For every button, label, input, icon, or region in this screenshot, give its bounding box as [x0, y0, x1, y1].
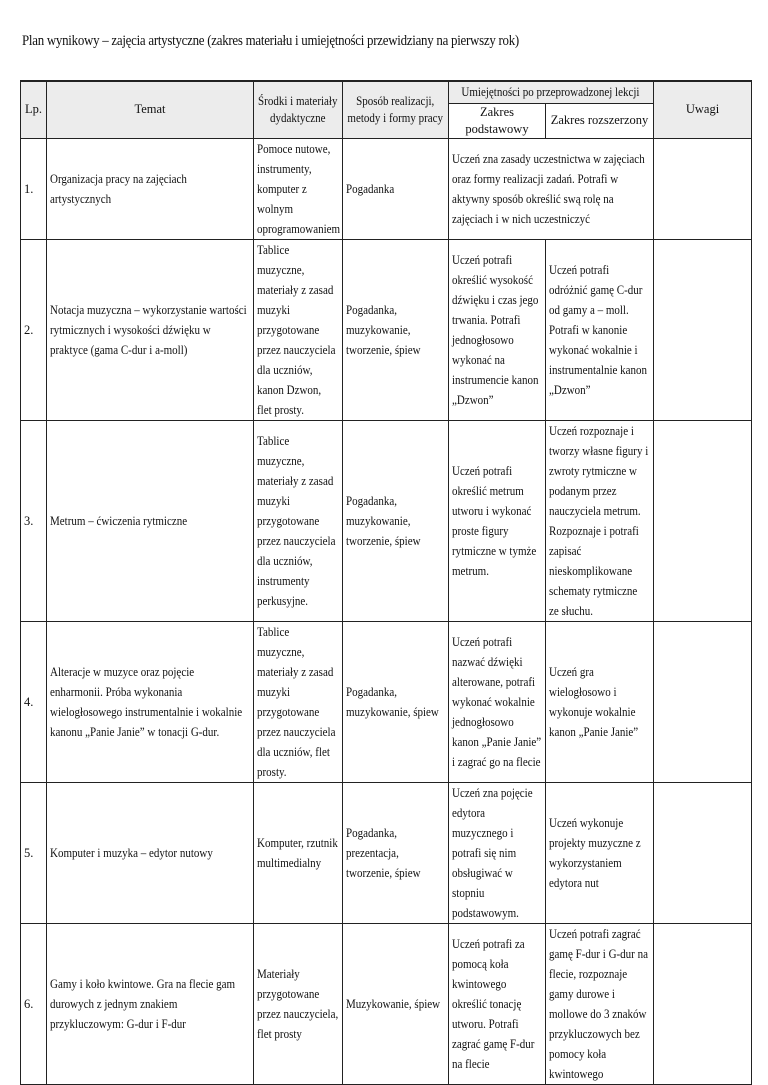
row-lp: 6.	[21, 923, 47, 1084]
row-zakres-rozszerzony: Uczeń potrafi odróżnić gamę C-dur od gamy a – moll. Potrafi w kanonie wykonać wokalnie i instrumentalnie kanon „Dzwon”	[546, 239, 654, 420]
row-zakres-podstawowy: Uczeń zna zasady uczestnictwa w zajęciach oraz formy realizacji zadań. Potrafi w aktywny sposób określić swą rolę na zajęciach i w nich uczestniczyć	[449, 138, 654, 239]
header-uwagi: Uwagi	[654, 81, 752, 138]
row-sposob: Pogadanka, muzykowanie, tworzenie, śpiew	[343, 239, 449, 420]
row-uwagi	[654, 239, 752, 420]
row-sposob: Pogadanka, muzykowanie, śpiew	[343, 621, 449, 782]
row-zakres-rozszerzony: Uczeń rozpoznaje i tworzy własne figury i zwroty rytmiczne w podanym przez nauczyciela metrum. Rozpoznaje i potrafi zapisać nieskomplikowane schematy rytmiczne ze słuchu.	[546, 420, 654, 621]
table-row	[21, 621, 752, 782]
row-zakres-podstawowy: Uczeń potrafi nazwać dźwięki alterowane, potrafi wykonać wokalnie jednogłosowo kanon „Panie Janie” i zagrać go na flecie	[449, 621, 546, 782]
row-lp: 1.	[21, 138, 47, 239]
row-temat: Metrum – ćwiczenia rytmiczne	[47, 420, 254, 621]
row-sposob: Pogadanka, muzykowanie, tworzenie, śpiew	[343, 420, 449, 621]
row-srodki: Pomoce nutowe, instrumenty, komputer z wolnym oprogramowaniem	[254, 138, 343, 239]
header-srodki: Środki i materiały dydaktyczne	[254, 81, 343, 138]
table-row	[21, 782, 752, 923]
header-sposob: Sposób realizacji, metody i formy pracy	[343, 81, 449, 138]
row-zakres-rozszerzony: Uczeń wykonuje projekty muzyczne z wykorzystaniem edytora nut	[546, 782, 654, 923]
row-uwagi	[654, 782, 752, 923]
plan-table	[20, 80, 752, 1085]
row-zakres-rozszerzony: Uczeń gra wielogłosowo i wykonuje wokalnie kanon „Panie Janie”	[546, 621, 654, 782]
row-zakres-podstawowy: Uczeń potrafi określić metrum utworu i wykonać proste figury rytmiczne w tymże metrum.	[449, 420, 546, 621]
row-zakres-podstawowy: Uczeń potrafi określić wysokość dźwięku i czas jego trwania. Potrafi jednogłosowo wykonać na instrumencie kanon „Dzwon”	[449, 239, 546, 420]
row-uwagi	[654, 923, 752, 1084]
row-zakres-podstawowy: Uczeń zna pojęcie edytora muzycznego i potrafi się nim obsługiwać w stopniu podstawowym.	[449, 782, 546, 923]
table-row	[21, 138, 752, 239]
row-srodki: Komputer, rzutnik multimedialny	[254, 782, 343, 923]
row-sposob: Pogadanka, prezentacja, tworzenie, śpiew	[343, 782, 449, 923]
row-temat: Notacja muzyczna – wykorzystanie wartości rytmicznych i wysokości dźwięku w praktyce (gama C-dur i a-moll)	[47, 239, 254, 420]
row-sposob: Pogadanka	[343, 138, 449, 239]
row-lp: 5.	[21, 782, 47, 923]
table-row	[21, 923, 752, 1084]
row-sposob: Muzykowanie, śpiew	[343, 923, 449, 1084]
row-uwagi	[654, 621, 752, 782]
row-lp: 2.	[21, 239, 47, 420]
row-temat: Gamy i koło kwintowe. Gra na flecie gam durowych z jednym znakiem przykluczowym: G-dur i F-dur	[47, 923, 254, 1084]
row-temat: Alteracje w muzyce oraz pojęcie enharmonii. Próba wykonania wielogłosowego instrumentalnie i wokalnie kanonu „Panie Janie” w tonacji G-dur.	[47, 621, 254, 782]
row-srodki: Tablice muzyczne, materiały z zasad muzyki przygotowane przez nauczyciela dla uczniów, flet prosty.	[254, 621, 343, 782]
header-umiejetnosci: Umiejętności po przeprowadzonej lekcji	[449, 81, 654, 103]
row-lp: 3.	[21, 420, 47, 621]
row-uwagi	[654, 138, 752, 239]
header-lp: Lp.	[21, 81, 47, 138]
row-uwagi	[654, 420, 752, 621]
header-zakres-rozszerzony: Zakres rozszerzony	[546, 103, 654, 138]
row-zakres-rozszerzony: Uczeń potrafi zagrać gamę F-dur i G-dur na flecie, rozpoznaje gamy durowe i mollowe do 3 znaków przykluczowych bez pomocy koła kwintowego	[546, 923, 654, 1084]
row-temat: Organizacja pracy na zajęciach artystycznych	[47, 138, 254, 239]
table-row	[21, 239, 752, 420]
header-temat: Temat	[47, 81, 254, 138]
row-temat: Komputer i muzyka – edytor nutowy	[47, 782, 254, 923]
row-zakres-podstawowy: Uczeń potrafi za pomocą koła kwintowego określić tonację utworu. Potrafi zagrać gamę F-dur na flecie	[449, 923, 546, 1084]
table-row	[21, 420, 752, 621]
page-title: Plan wynikowy – zajęcia artystyczne (zakres materiału i umiejętności przewidziany na pierwszy rok)	[22, 33, 519, 49]
row-lp: 4.	[21, 621, 47, 782]
row-srodki: Materiały przygotowane przez nauczyciela, flet prosty	[254, 923, 343, 1084]
row-srodki: Tablice muzyczne, materiały z zasad muzyki przygotowane przez nauczyciela dla uczniów, kanon Dzwon, flet prosty.	[254, 239, 343, 420]
row-srodki: Tablice muzyczne, materiały z zasad muzyki przygotowane przez nauczyciela dla uczniów, instrumenty perkusyjne.	[254, 420, 343, 621]
header-zakres-podstawowy: Zakres podstawowy	[449, 103, 546, 138]
